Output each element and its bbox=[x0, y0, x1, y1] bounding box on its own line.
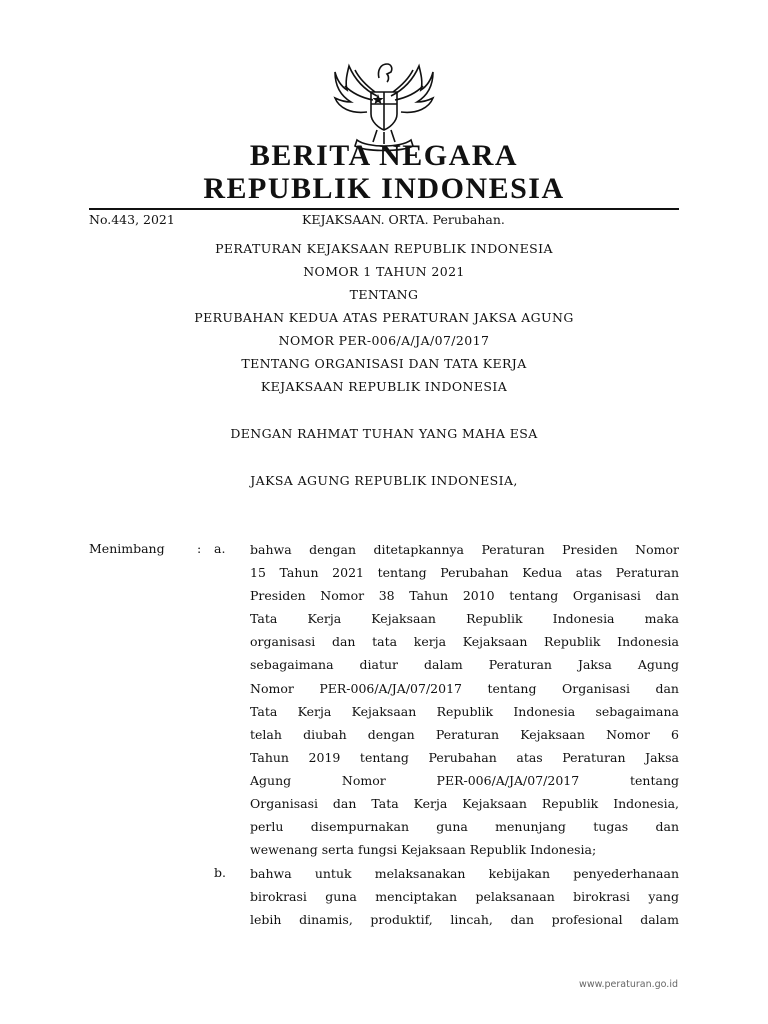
paragraph-line: wewenang serta fungsi Kejaksaan Republik Indonesia; bbox=[250, 842, 597, 858]
paragraph-line: Organisasi dan Tata Kerja Kejaksaan Republik Indonesia, bbox=[250, 796, 679, 812]
considering-label: Menimbang bbox=[89, 541, 165, 556]
heading-line: PERATURAN KEJAKSAAN REPUBLIK INDONESIA bbox=[215, 241, 553, 256]
paragraph-line: Tata Kerja Kejaksaan Republik Indonesia maka bbox=[250, 611, 679, 627]
paragraph-line: lebih dinamis, produktif, lincah, dan profesional dalam bbox=[250, 912, 679, 928]
paragraph-line: Presiden Nomor 38 Tahun 2010 tentang Organisasi dan bbox=[250, 588, 679, 604]
paragraph-line: Agung Nomor PER-006/A/JA/07/2017 tentang bbox=[250, 772, 679, 788]
considering-colon: : bbox=[197, 541, 202, 556]
heading-line: KEJAKSAAN REPUBLIK INDONESIA bbox=[260, 379, 508, 394]
heading-line: TENTANG ORGANISASI DAN TATA KERJA bbox=[241, 356, 527, 371]
paragraph-line: perlu disempurnakan guna menunjang tugas dan bbox=[250, 819, 679, 835]
paragraph-line: telah diubah dengan Peraturan Kejaksaan Nomor 6 bbox=[250, 726, 679, 742]
document-title-line2: REPUBLIK INDONESIA bbox=[203, 172, 565, 205]
paragraph-line: Tata Kerja Kejaksaan Republik Indonesia sebagaimana bbox=[250, 703, 679, 719]
item-a-marker: a. bbox=[214, 541, 226, 556]
paragraph-line: bahwa untuk melaksanakan kebijakan penyederhanaan bbox=[250, 866, 679, 881]
heading-line: NOMOR 1 TAHUN 2021 bbox=[303, 264, 465, 279]
header-rule bbox=[89, 208, 679, 210]
heading-line: TENTANG bbox=[349, 287, 419, 302]
issuer: JAKSA AGUNG REPUBLIK INDONESIA, bbox=[250, 473, 518, 488]
paragraph-line: sebagaimana diatur dalam Peraturan Jaksa Agung bbox=[250, 657, 679, 673]
paragraph-line: bahwa dengan ditetapkannya Peraturan Presiden Nomor bbox=[250, 542, 679, 557]
paragraph-line: Tahun 2019 tentang Perubahan atas Peraturan Jaksa bbox=[250, 749, 679, 765]
paragraph-line: 15 Tahun 2021 tentang Perubahan Kedua atas Peraturan bbox=[250, 565, 679, 581]
paragraph-line: birokrasi guna menciptakan pelaksanaan birokrasi yang bbox=[250, 889, 679, 905]
document-number: No.443, 2021 bbox=[89, 212, 175, 227]
item-b-marker: b. bbox=[214, 865, 226, 880]
item-a-paragraph bbox=[250, 538, 679, 861]
paragraph-line: Nomor PER-006/A/JA/07/2017 tentang Organisasi dan bbox=[250, 680, 679, 696]
item-b-paragraph bbox=[250, 862, 679, 931]
heading-line: NOMOR PER-006/A/JA/07/2017 bbox=[278, 333, 490, 348]
heading-line: PERUBAHAN KEDUA ATAS PERATURAN JAKSA AGUNG bbox=[194, 310, 574, 325]
document-subject: KEJAKSAAN. ORTA. Perubahan. bbox=[302, 212, 505, 227]
document-title-line1: BERITA NEGARA bbox=[249, 139, 519, 172]
footer-website: www.peraturan.go.id bbox=[579, 979, 678, 990]
paragraph-line: organisasi dan tata kerja Kejaksaan Republik Indonesia bbox=[250, 634, 679, 650]
invocation: DENGAN RAHMAT TUHAN YANG MAHA ESA bbox=[230, 426, 538, 441]
